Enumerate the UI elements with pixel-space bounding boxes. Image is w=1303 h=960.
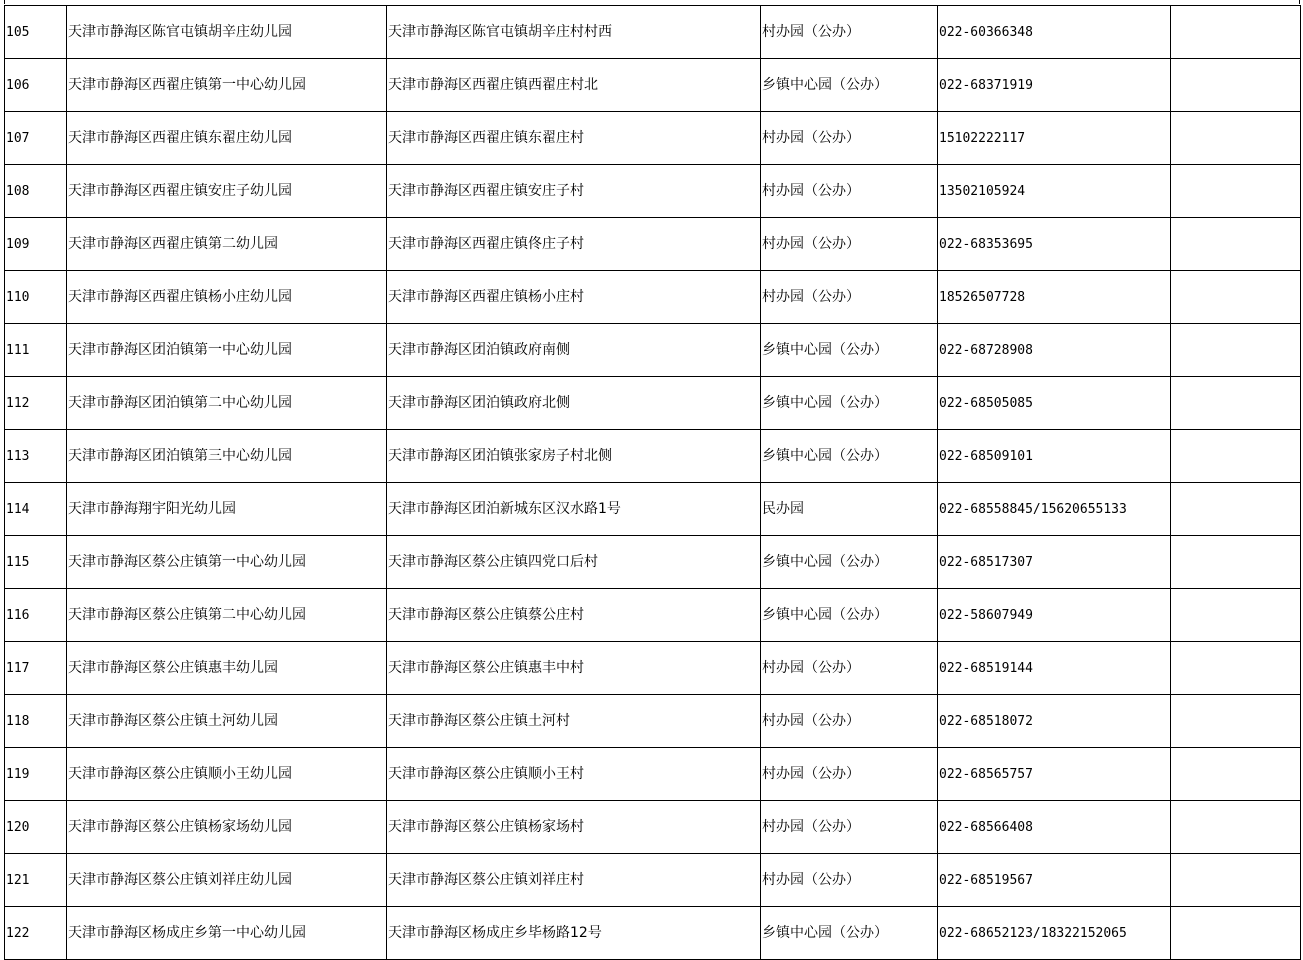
kindergarten-type-cell: 村办园（公办） <box>761 112 938 165</box>
note-cell <box>1171 430 1301 483</box>
table-body <box>5 6 1301 960</box>
table-row <box>5 6 1301 59</box>
note-cell <box>1171 801 1301 854</box>
kindergarten-type-cell: 乡镇中心园（公办） <box>761 430 938 483</box>
kindergarten-type-cell: 村办园（公办） <box>761 854 938 907</box>
note-cell <box>1171 59 1301 112</box>
address-cell: 天津市静海区团泊新城东区汉水路1号 <box>387 483 761 536</box>
address-cell: 天津市静海区杨成庄乡毕杨路12号 <box>387 907 761 960</box>
note-cell <box>1171 324 1301 377</box>
kindergarten-name-cell: 天津市静海区西翟庄镇东翟庄幼儿园 <box>67 112 387 165</box>
phone-cell: 022-60366348 <box>938 6 1171 59</box>
kindergarten-name-cell: 天津市静海区团泊镇第三中心幼儿园 <box>67 430 387 483</box>
row-number-cell: 105 <box>5 6 67 59</box>
table-top-edge <box>4 0 1300 4</box>
address-cell: 天津市静海区蔡公庄镇四党口后村 <box>387 536 761 589</box>
note-cell <box>1171 589 1301 642</box>
row-number-cell: 109 <box>5 218 67 271</box>
kindergarten-name-cell: 天津市静海区蔡公庄镇刘祥庄幼儿园 <box>67 854 387 907</box>
phone-cell: 022-68519144 <box>938 642 1171 695</box>
kindergarten-type-cell: 村办园（公办） <box>761 271 938 324</box>
phone-cell: 022-68565757 <box>938 748 1171 801</box>
row-number-cell: 108 <box>5 165 67 218</box>
address-cell: 天津市静海区蔡公庄镇惠丰中村 <box>387 642 761 695</box>
kindergarten-name-cell: 天津市静海翔宇阳光幼儿园 <box>67 483 387 536</box>
note-cell <box>1171 907 1301 960</box>
row-number-cell: 110 <box>5 271 67 324</box>
kindergarten-name-cell: 天津市静海区蔡公庄镇第一中心幼儿园 <box>67 536 387 589</box>
kindergarten-table <box>4 5 1301 960</box>
note-cell <box>1171 748 1301 801</box>
kindergarten-type-cell: 村办园（公办） <box>761 218 938 271</box>
phone-cell: 022-68566408 <box>938 801 1171 854</box>
kindergarten-type-cell: 村办园（公办） <box>761 165 938 218</box>
address-cell: 天津市静海区西翟庄镇佟庄子村 <box>387 218 761 271</box>
table-row <box>5 748 1301 801</box>
address-cell: 天津市静海区西翟庄镇安庄子村 <box>387 165 761 218</box>
table-row <box>5 324 1301 377</box>
row-number-cell: 115 <box>5 536 67 589</box>
row-number-cell: 118 <box>5 695 67 748</box>
table-row <box>5 165 1301 218</box>
table-row <box>5 536 1301 589</box>
row-number-cell: 122 <box>5 907 67 960</box>
row-number-cell: 121 <box>5 854 67 907</box>
row-number-cell: 120 <box>5 801 67 854</box>
phone-cell: 022-68652123/18322152065 <box>938 907 1171 960</box>
kindergarten-type-cell: 乡镇中心园（公办） <box>761 589 938 642</box>
phone-cell: 022-68519567 <box>938 854 1171 907</box>
kindergarten-name-cell: 天津市静海区蔡公庄镇第二中心幼儿园 <box>67 589 387 642</box>
kindergarten-type-cell: 乡镇中心园（公办） <box>761 377 938 430</box>
table-row <box>5 907 1301 960</box>
note-cell <box>1171 483 1301 536</box>
kindergarten-type-cell: 民办园 <box>761 483 938 536</box>
table-row <box>5 695 1301 748</box>
row-number-cell: 113 <box>5 430 67 483</box>
phone-cell: 022-68371919 <box>938 59 1171 112</box>
kindergarten-name-cell: 天津市静海区西翟庄镇杨小庄幼儿园 <box>67 271 387 324</box>
address-cell: 天津市静海区西翟庄镇西翟庄村北 <box>387 59 761 112</box>
address-cell: 天津市静海区蔡公庄镇顺小王村 <box>387 748 761 801</box>
phone-cell: 022-58607949 <box>938 589 1171 642</box>
phone-cell: 15102222117 <box>938 112 1171 165</box>
kindergarten-name-cell: 天津市静海区团泊镇第一中心幼儿园 <box>67 324 387 377</box>
note-cell <box>1171 854 1301 907</box>
address-cell: 天津市静海区团泊镇张家房子村北侧 <box>387 430 761 483</box>
phone-cell: 18526507728 <box>938 271 1171 324</box>
table-row <box>5 854 1301 907</box>
note-cell <box>1171 377 1301 430</box>
note-cell <box>1171 642 1301 695</box>
kindergarten-type-cell: 乡镇中心园（公办） <box>761 59 938 112</box>
phone-cell: 022-68353695 <box>938 218 1171 271</box>
note-cell <box>1171 112 1301 165</box>
note-cell <box>1171 165 1301 218</box>
address-cell: 天津市静海区团泊镇政府北侧 <box>387 377 761 430</box>
table-row <box>5 642 1301 695</box>
kindergarten-type-cell: 村办园（公办） <box>761 695 938 748</box>
row-number-cell: 112 <box>5 377 67 430</box>
row-number-cell: 106 <box>5 59 67 112</box>
table-row <box>5 801 1301 854</box>
address-cell: 天津市静海区陈官屯镇胡辛庄村村西 <box>387 6 761 59</box>
kindergarten-name-cell: 天津市静海区杨成庄乡第一中心幼儿园 <box>67 907 387 960</box>
address-cell: 天津市静海区蔡公庄镇杨家场村 <box>387 801 761 854</box>
note-cell <box>1171 695 1301 748</box>
row-number-cell: 107 <box>5 112 67 165</box>
address-cell: 天津市静海区蔡公庄镇刘祥庄村 <box>387 854 761 907</box>
phone-cell: 022-68505085 <box>938 377 1171 430</box>
kindergarten-name-cell: 天津市静海区西翟庄镇第一中心幼儿园 <box>67 59 387 112</box>
row-number-cell: 111 <box>5 324 67 377</box>
phone-cell: 13502105924 <box>938 165 1171 218</box>
kindergarten-type-cell: 乡镇中心园（公办） <box>761 324 938 377</box>
kindergarten-name-cell: 天津市静海区西翟庄镇第二幼儿园 <box>67 218 387 271</box>
table-row <box>5 112 1301 165</box>
row-number-cell: 116 <box>5 589 67 642</box>
kindergarten-type-cell: 乡镇中心园（公办） <box>761 536 938 589</box>
kindergarten-type-cell: 乡镇中心园（公办） <box>761 907 938 960</box>
phone-cell: 022-68558845/15620655133 <box>938 483 1171 536</box>
kindergarten-table-sheet <box>4 5 1300 960</box>
table-row <box>5 430 1301 483</box>
kindergarten-name-cell: 天津市静海区团泊镇第二中心幼儿园 <box>67 377 387 430</box>
phone-cell: 022-68517307 <box>938 536 1171 589</box>
table-row <box>5 377 1301 430</box>
kindergarten-type-cell: 村办园（公办） <box>761 642 938 695</box>
table-row <box>5 483 1301 536</box>
kindergarten-type-cell: 村办园（公办） <box>761 6 938 59</box>
kindergarten-type-cell: 村办园（公办） <box>761 748 938 801</box>
note-cell <box>1171 6 1301 59</box>
phone-cell: 022-68509101 <box>938 430 1171 483</box>
note-cell <box>1171 271 1301 324</box>
table-row <box>5 271 1301 324</box>
kindergarten-name-cell: 天津市静海区陈官屯镇胡辛庄幼儿园 <box>67 6 387 59</box>
kindergarten-name-cell: 天津市静海区蔡公庄镇惠丰幼儿园 <box>67 642 387 695</box>
kindergarten-name-cell: 天津市静海区蔡公庄镇顺小王幼儿园 <box>67 748 387 801</box>
phone-cell: 022-68728908 <box>938 324 1171 377</box>
note-cell <box>1171 536 1301 589</box>
address-cell: 天津市静海区西翟庄镇东翟庄村 <box>387 112 761 165</box>
address-cell: 天津市静海区蔡公庄镇土河村 <box>387 695 761 748</box>
kindergarten-type-cell: 村办园（公办） <box>761 801 938 854</box>
row-number-cell: 119 <box>5 748 67 801</box>
kindergarten-name-cell: 天津市静海区蔡公庄镇杨家场幼儿园 <box>67 801 387 854</box>
table-row <box>5 589 1301 642</box>
address-cell: 天津市静海区西翟庄镇杨小庄村 <box>387 271 761 324</box>
row-number-cell: 114 <box>5 483 67 536</box>
kindergarten-name-cell: 天津市静海区蔡公庄镇土河幼儿园 <box>67 695 387 748</box>
kindergarten-name-cell: 天津市静海区西翟庄镇安庄子幼儿园 <box>67 165 387 218</box>
address-cell: 天津市静海区蔡公庄镇蔡公庄村 <box>387 589 761 642</box>
address-cell: 天津市静海区团泊镇政府南侧 <box>387 324 761 377</box>
row-number-cell: 117 <box>5 642 67 695</box>
note-cell <box>1171 218 1301 271</box>
phone-cell: 022-68518072 <box>938 695 1171 748</box>
table-row <box>5 218 1301 271</box>
table-row <box>5 59 1301 112</box>
